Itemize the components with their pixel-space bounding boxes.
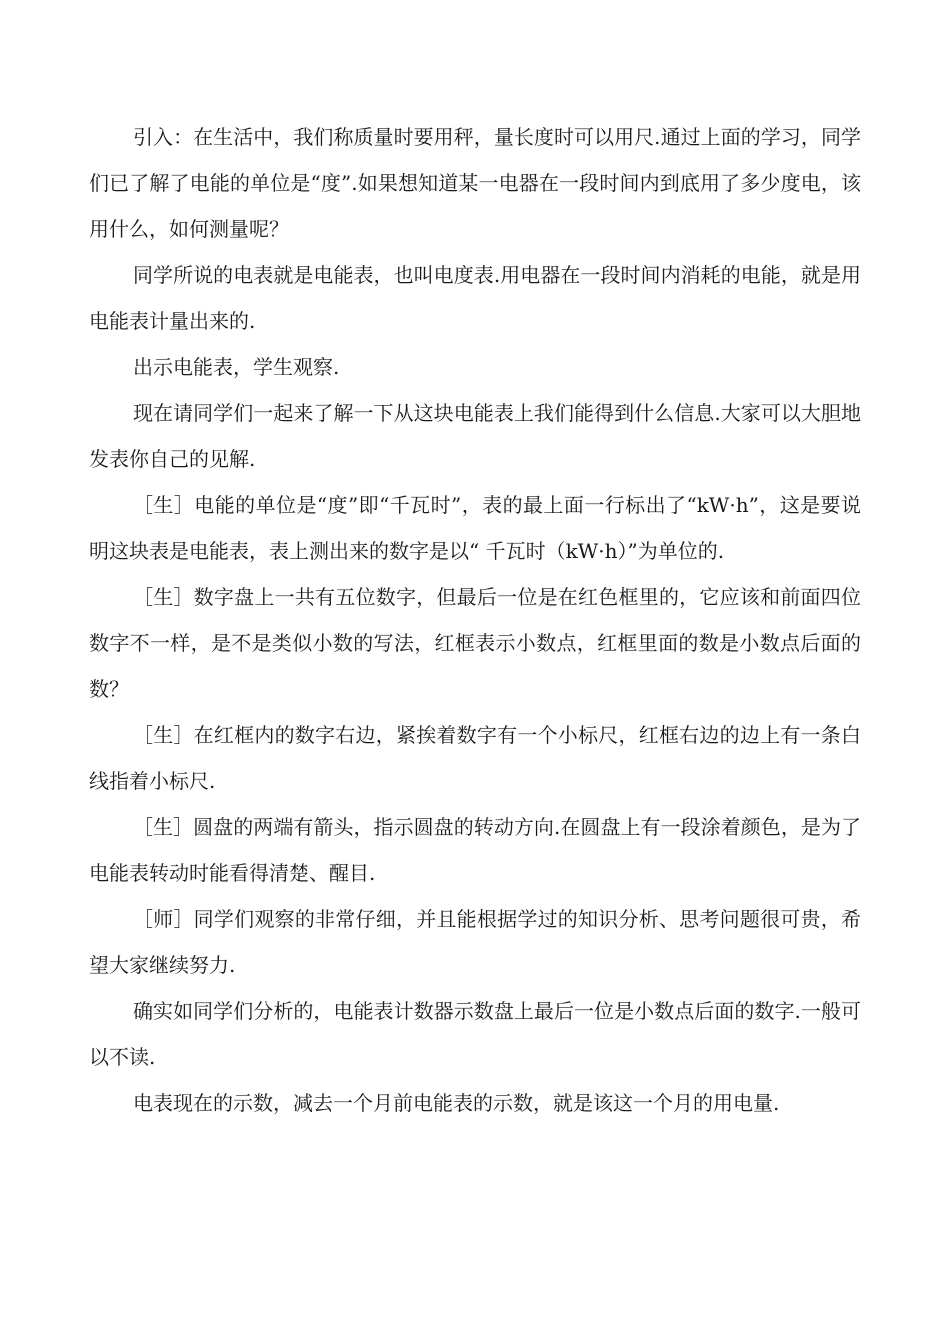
paragraph-student-unit: ［生］电能的单位是“度”即“千瓦时”，表的最上面一行标出了“kW·h”，这是要说明这块表是电能表，表上测出来的数字是以“ 千瓦时（kW·h）”为单位的. — [89, 493, 861, 563]
paragraph-invite-observation: 现在请同学们一起来了解一下从这块电能表上我们能得到什么信息.大家可以大胆地发表你自己的见解. — [89, 401, 861, 471]
paragraph-monthly-usage: 电表现在的示数，减去一个月前电能表的示数，就是该这一个月的用电量. — [133, 1091, 780, 1115]
paragraph-student-scale: ［生］在红框内的数字右边，紧挨着数字有一个小标尺，红框右边的边上有一条白线指着小标尺. — [89, 723, 861, 793]
paragraph-meter-explanation: 同学所说的电表就是电能表，也叫电度表.用电器在一段时间内消耗的电能，就是用电能表计量出来的. — [89, 263, 861, 333]
paragraph-student-digits: ［生］数字盘上一共有五位数字，但最后一位是在红色框里的，它应该和前面四位数字不一样，是不是类似小数的写法，红框表示小数点，红框里面的数是小数点后面的数？ — [89, 585, 861, 701]
paragraph-show-meter: 出示电能表，学生观察. — [133, 355, 340, 379]
paragraph-reading-rule: 确实如同学们分析的，电能表计数器示数盘上最后一位是小数点后面的数字.一般可以不读. — [89, 999, 861, 1069]
paragraph-student-disc: ［生］圆盘的两端有箭头，指示圆盘的转动方向.在圆盘上有一段涂着颜色，是为了电能表转动时能看得清楚、醒目. — [89, 815, 861, 885]
document-page — [89, 114, 861, 1126]
paragraph-teacher-praise: ［师］同学们观察的非常仔细，并且能根据学过的知识分析、思考问题很可贵，希望大家继续努力. — [89, 907, 861, 977]
paragraph-intro: 引入：在生活中，我们称质量时要用秤，量长度时可以用尺.通过上面的学习，同学们已了解了电能的单位是“度”.如果想知道某一电器在一段时间内到底用了多少度电，该用什么，如何测量呢？ — [89, 125, 861, 241]
